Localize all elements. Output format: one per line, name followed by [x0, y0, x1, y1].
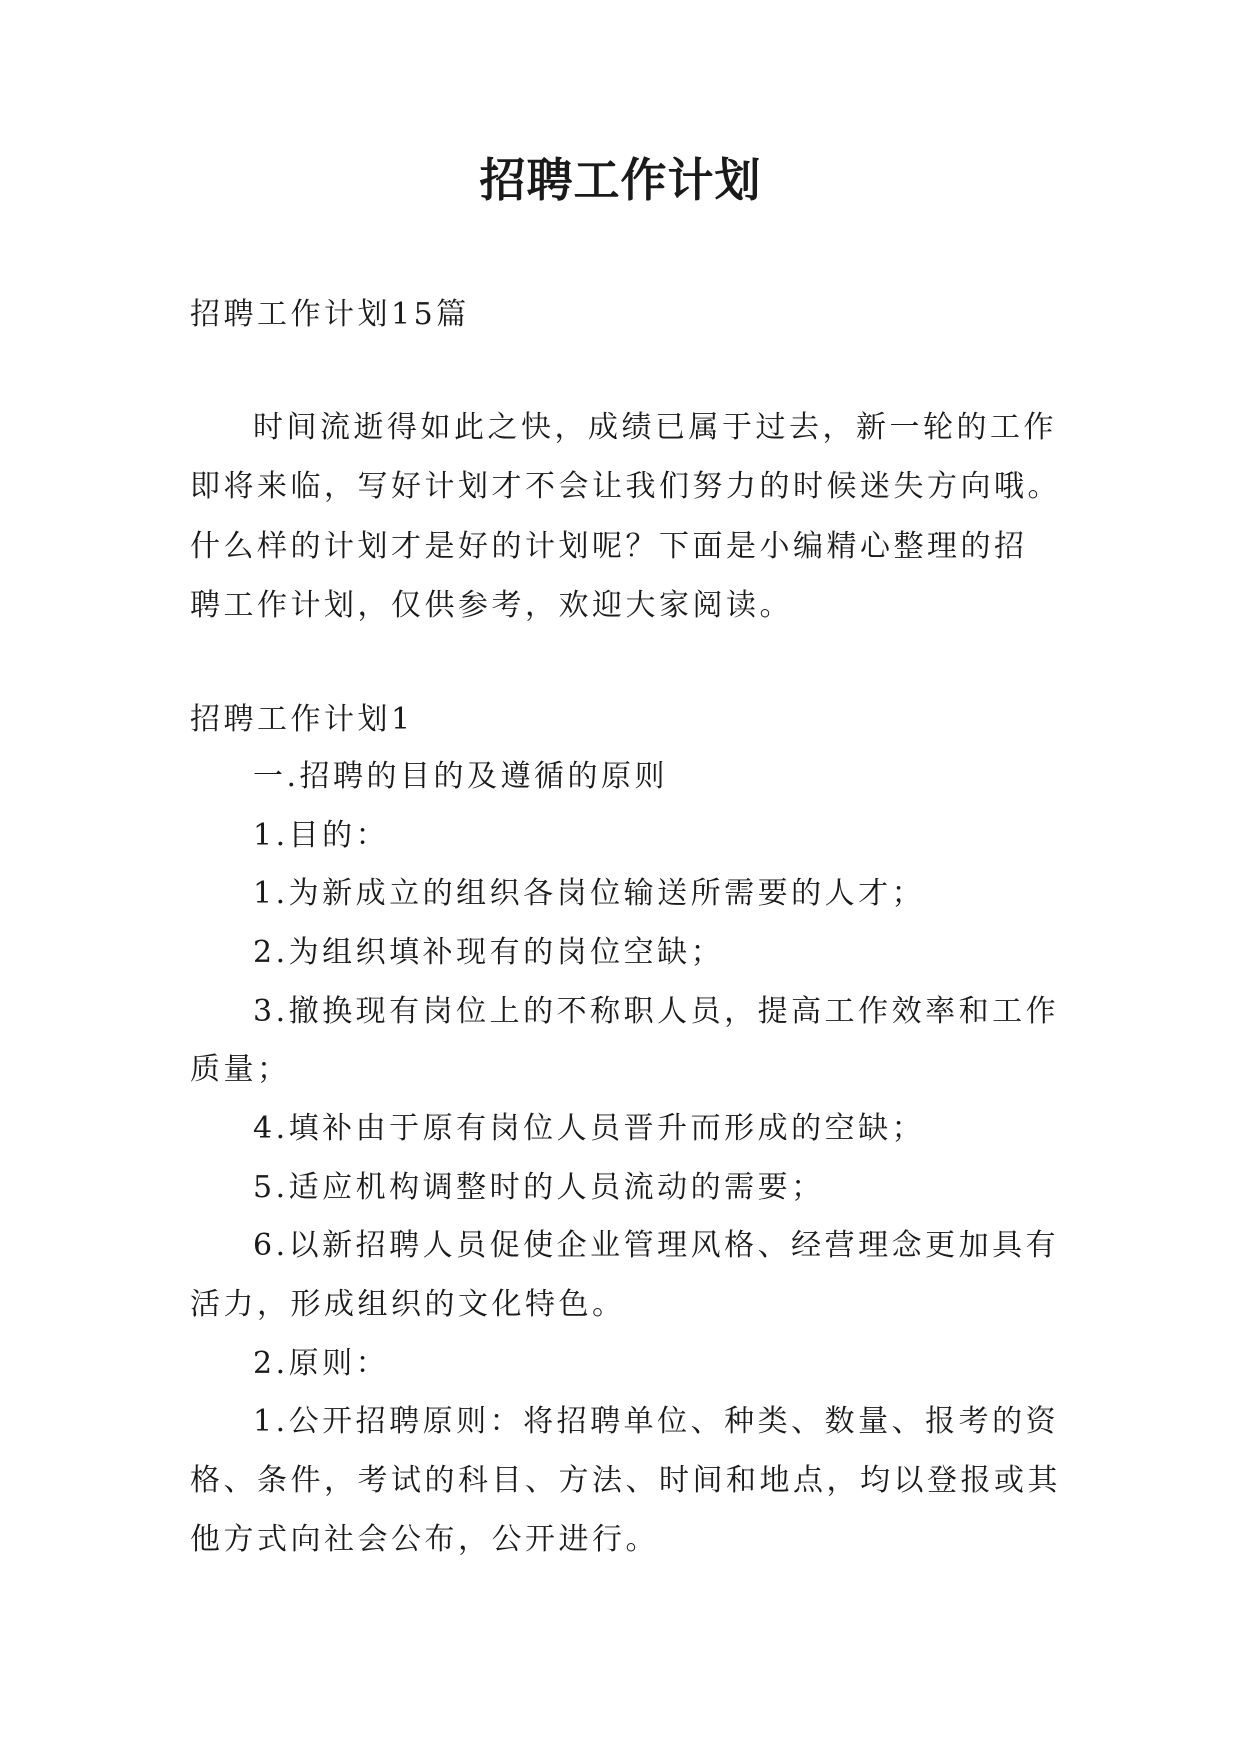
body-line: 活力，形成组织的文化特色。 — [190, 1287, 626, 1322]
intro-line: 聘工作计划，仅供参考，欢迎大家阅读。 — [190, 588, 793, 623]
body-line: 2.原则： — [253, 1346, 390, 1381]
body-line: 1.为新成立的组织各岗位输送所需要的人才； — [253, 876, 926, 911]
body-line: 格、条件，考试的科目、方法、时间和地点，均以登报或其 — [190, 1463, 1061, 1498]
body-line: 他方式向社会公布，公开进行。 — [190, 1522, 659, 1557]
body-line: 3.撤换现有岗位上的不称职人员，提高工作效率和工作 — [253, 994, 1060, 1029]
body-line: 2.为组织填补现有的岗位空缺； — [253, 935, 725, 970]
body-line: 5.适应机构调整时的人员流动的需要； — [253, 1170, 825, 1205]
document-title: 招聘工作计划 — [479, 153, 762, 207]
intro-line: 时间流逝得如此之快，成绩已属于过去，新一轮的工作 — [253, 410, 1057, 445]
body-line: 1.公开招聘原则：将招聘单位、种类、数量、报考的资 — [253, 1404, 1060, 1439]
section-heading: 招聘工作计划1 — [190, 702, 414, 737]
document-subtitle: 招聘工作计划15篇 — [190, 297, 470, 332]
intro-line: 什么样的计划才是好的计划呢？下面是小编精心整理的招 — [190, 529, 1028, 564]
body-line: 1.目的： — [253, 818, 390, 853]
body-line: 一.招聘的目的及遵循的原则 — [253, 759, 669, 794]
body-line: 6.以新招聘人员促使企业管理风格、经营理念更加具有 — [253, 1228, 1060, 1263]
intro-line: 即将来临，写好计划才不会让我们努力的时候迷失方向哦。 — [190, 469, 1061, 504]
body-line: 质量； — [190, 1052, 291, 1087]
body-line: 4.填补由于原有岗位人员晋升而形成的空缺； — [253, 1111, 926, 1146]
